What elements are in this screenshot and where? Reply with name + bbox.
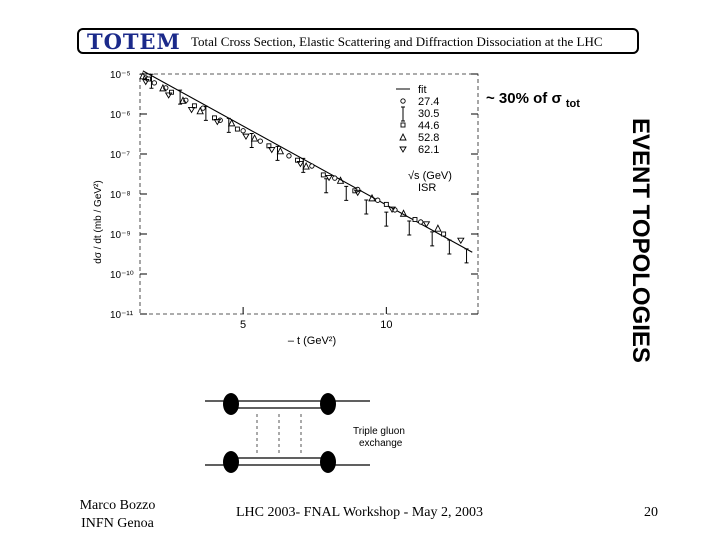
legend-label-0: 27.4	[418, 96, 440, 108]
point-s2-4	[235, 127, 239, 131]
legend-swatch-3	[400, 134, 406, 140]
point-s1-11	[407, 221, 411, 235]
note-text: ~ 30% of σ	[486, 90, 562, 107]
point-s1-9	[364, 200, 368, 214]
point-s4-6	[297, 161, 303, 166]
point-s1-7	[324, 179, 328, 193]
legend-subtitle: ISR	[418, 182, 437, 194]
legend-label-3: 52.8	[418, 132, 440, 144]
point-s1-8	[344, 186, 348, 200]
note-subscript: tot	[565, 98, 580, 110]
y-tick-label-6: 10⁻¹¹	[110, 310, 134, 321]
legend-label-2: 44.6	[418, 120, 440, 132]
y-tick-label-5: 10⁻¹⁰	[110, 270, 134, 281]
point-s0-7	[258, 139, 262, 143]
point-s0-6	[241, 129, 245, 133]
y-tick-label-2: 10⁻⁷	[110, 150, 131, 161]
point-s1-13	[447, 240, 451, 254]
author-name: Marco Bozzo	[79, 498, 156, 513]
y-tick-label-3: 10⁻⁸	[110, 190, 131, 201]
point-s2-10	[413, 218, 417, 222]
side-title: EVENT TOPOLOGIES	[627, 118, 654, 363]
proton-blob-bottom-right	[320, 451, 336, 473]
point-s3-7	[303, 163, 309, 169]
legend-label-1: 30.5	[418, 108, 440, 120]
cross-section-note	[486, 90, 580, 110]
diagram-label-line2: exchange	[359, 438, 403, 449]
y-axis-label: dσ / dt (mb / GeV²)	[93, 180, 104, 264]
legend-swatch-4	[400, 147, 406, 152]
title-banner	[77, 28, 639, 54]
chart-legend	[396, 84, 452, 194]
diagram-label-line1: Triple gluon	[353, 426, 405, 437]
page-number: 20	[644, 505, 658, 520]
legend-fit-label: fit	[418, 84, 427, 96]
point-s4-4	[243, 134, 249, 139]
point-s4-1	[166, 93, 172, 98]
legend-title: √s (GeV)	[408, 170, 452, 182]
author-institute: INFN Genoa	[81, 516, 154, 531]
point-s3-11	[435, 225, 441, 231]
point-s4-5	[269, 147, 275, 152]
totem-logo: TOTEM	[87, 29, 181, 54]
x-axis-label: – t (GeV²)	[287, 335, 337, 347]
point-s1-14	[465, 249, 469, 263]
proton-blob-top-left	[223, 393, 239, 415]
footer-author	[70, 497, 165, 533]
point-s0-10	[333, 176, 337, 180]
x-tick-label-1: 10	[380, 319, 393, 331]
footer-event: LHC 2003- FNAL Workshop - May 2, 2003	[236, 505, 483, 520]
y-tick-label-1: 10⁻⁶	[110, 110, 131, 121]
point-s4-7	[326, 175, 332, 180]
y-tick-label-4: 10⁻⁹	[110, 230, 131, 241]
legend-swatch-1	[401, 107, 405, 121]
point-s1-10	[384, 212, 388, 226]
point-s2-11	[442, 232, 446, 236]
point-s0-14	[419, 220, 423, 224]
point-s0-12	[376, 198, 380, 202]
proton-blob-top-right	[320, 393, 336, 415]
point-s3-6	[277, 148, 283, 154]
legend-label-4: 62.1	[418, 144, 440, 156]
point-s0-9	[310, 164, 314, 168]
triple-gluon-diagram	[195, 378, 455, 488]
proton-blob-bottom-left	[223, 451, 239, 473]
point-s0-8	[287, 154, 291, 158]
slide-title: Total Cross Section, Elastic Scattering and Diffraction Dissociation at the LHC	[191, 34, 603, 49]
dsigma-dt-chart	[80, 62, 490, 362]
point-s3-5	[252, 135, 258, 141]
gluon-lines	[257, 414, 301, 454]
point-s2-9	[384, 202, 388, 206]
point-s2-7	[321, 173, 325, 177]
legend-swatch-2	[401, 123, 405, 127]
point-s4-11	[458, 238, 464, 243]
legend-swatch-0	[401, 99, 405, 103]
point-s4-2	[189, 107, 195, 112]
y-tick-label-0: 10⁻⁵	[110, 70, 131, 81]
point-s0-1	[152, 81, 156, 85]
x-tick-label-0: 5	[240, 319, 247, 331]
point-s1-12	[430, 232, 434, 246]
